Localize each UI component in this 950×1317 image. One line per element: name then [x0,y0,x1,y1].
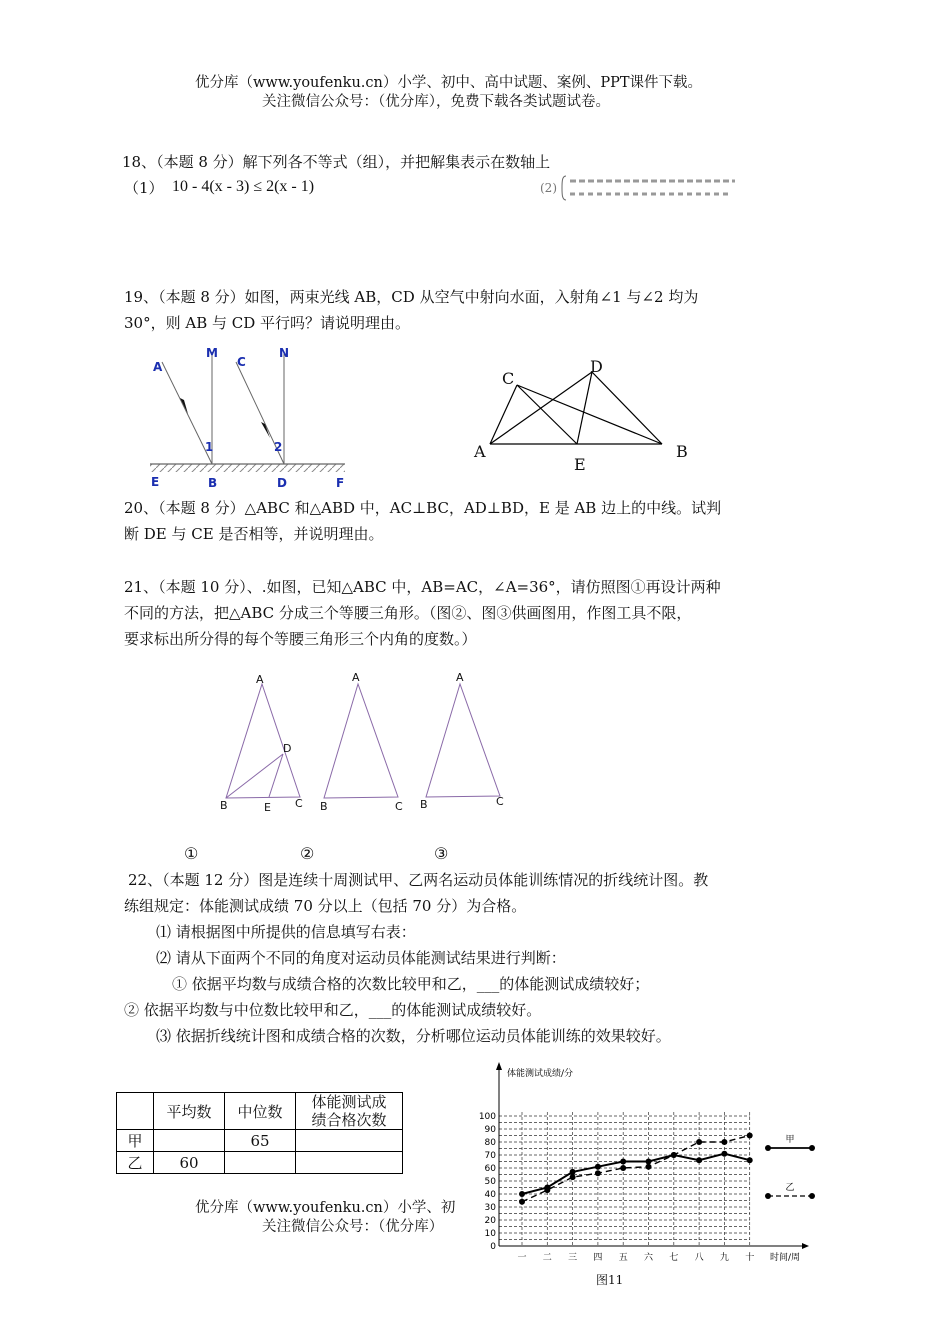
y-tick-label: 40 [484,1190,496,1200]
q19-label-M: M [206,346,218,360]
data-point-yi [696,1139,702,1145]
x-tick-label: 一 [517,1253,527,1263]
legend-marker-jia [765,1145,771,1151]
x-tick-label: 八 [694,1253,704,1263]
x-tick-label: 九 [719,1253,729,1263]
data-point-yi [595,1170,601,1176]
q19-label-N: N [279,346,290,360]
q19-label-A: A [153,360,163,374]
data-point-yi [646,1164,652,1170]
x-tick-label: 五 [618,1253,628,1263]
q20-label-E: E [574,455,586,474]
jia-median-cell: 65 [225,1130,296,1152]
legend-marker-yi [809,1193,815,1199]
y-tick-label: 100 [478,1112,496,1122]
data-point-yi [620,1165,626,1171]
y-tick-label: 90 [484,1125,496,1135]
q20-line-2: 断 DE 与 CE 是否相等，并说明理由。 [124,525,384,543]
jia-mean-cell [154,1130,225,1152]
q21-caption-2: ② [300,844,315,863]
y-tick-label: 30 [484,1203,496,1213]
q20-line-1: 20、（本题 8 分）△ABC 和△ABD 中，AC⊥BC，AD⊥BD，E 是 AB 边上的中线。试判 [124,499,722,517]
q22-sub-2: ⑵ 请从下面两个不同的角度对运动员体能测试结果进行判断： [156,949,566,967]
data-point-jia [747,1157,753,1163]
y-tick-label: 10 [484,1229,496,1239]
q21-f2-label-B: B [320,800,328,813]
q19-label-2: 2 [274,440,283,454]
y-tick-label: 0 [490,1242,496,1252]
q19-line-2: 30°，则 AB 与 CD 平行吗？请说明理由。 [124,314,411,332]
legend-label-yi: 乙 [785,1183,795,1193]
x-axis-title: 时间/周 [770,1253,801,1263]
q18-part2-label: (2) [540,181,557,195]
q18-part1-expr: 10 - 4(x - 3) ≤ 2(x - 1) [172,178,315,195]
q22-line-2: 练组规定：体能测试成绩 70 分以上（包括 70 分）为合格。 [124,897,527,915]
data-point-yi [519,1199,525,1205]
q19-line-1: 19、（本题 8 分）如图，两束光线 AB，CD 从空气中射向水面，入射角∠1 与∠2 均为 [124,288,699,306]
q18-title: 18、（本题 8 分）解下列各不等式（组），并把解集表示在数轴上 [122,153,551,171]
q21-figure-2 [324,684,398,798]
table-row [117,1130,403,1152]
y-axis-title: 体能测试成绩/分 [507,1069,574,1079]
q21-caption-3: ③ [434,844,449,863]
row-name-yi: 乙 [117,1152,154,1174]
data-point-jia [721,1151,727,1157]
row-name-jia: 甲 [117,1130,154,1152]
table-corner-cell [117,1093,154,1130]
q22-sub-1: ⑴ 请根据图中所提供的信息填写右表： [156,923,416,941]
q19-label-C: C [237,355,246,369]
y-tick-label: 20 [484,1216,496,1226]
data-point-yi [544,1187,550,1193]
table-row [117,1152,403,1174]
arrow-ab-icon [180,398,188,414]
q21-f1-label-A: A [256,673,264,686]
q22-line-1: 22、（本题 12 分）图是连续十周测试甲、乙两名运动员体能训练情况的折线统计图。教 [128,871,709,889]
q21-figure-3 [426,684,500,797]
y-tick-label: 60 [484,1164,496,1174]
yi-median-cell [225,1152,296,1174]
q22-result-table [116,1092,403,1174]
yi-mean-cell: 60 [154,1152,225,1174]
x-tick-label: 四 [593,1253,603,1263]
q19-label-1: 1 [205,440,214,454]
header-line-1: 优分库（www.youfenku.cn）小学、初中、高中试题、案例、PPT课件下载。 [195,75,703,91]
legend-label-jia: 甲 [785,1135,795,1145]
q21-f3-label-A: A [456,671,464,684]
data-point-jia [620,1159,626,1165]
x-tick-label: 二 [542,1253,552,1263]
chart-caption: 图11 [596,1273,624,1287]
q21-caption-1: ① [184,844,199,863]
x-tick-label: 七 [669,1253,679,1263]
footer-line-2: 关注微信公众号：（优分库） [262,1219,444,1235]
q21-figures [220,680,540,810]
data-point-jia [570,1169,576,1175]
data-point-jia [696,1157,702,1163]
q19-light-figure [140,340,360,490]
series-line-yi [522,1136,750,1202]
q20-label-B: B [676,442,688,461]
legend-marker-yi [765,1193,771,1199]
data-point-jia [519,1191,525,1197]
x-tick-label: 六 [643,1253,654,1263]
data-point-yi [747,1133,753,1139]
table-header-mean: 平均数 [154,1093,225,1130]
q19-label-E: E [151,475,160,489]
q21-line-3: 要求标出所分得的每个等腰三角形三个内角的度数。） [124,630,477,648]
series-line-jia [522,1154,750,1194]
q21-f1-label-B: B [220,799,228,812]
q20-label-A: A [474,442,486,461]
q22-sub-2a: ① 依据平均数与成绩合格的次数比较甲和乙，___的体能测试成绩较好； [172,975,650,993]
data-point-yi [570,1174,576,1180]
q21-f3-label-B: B [420,798,428,811]
data-point-yi [671,1152,677,1158]
q21-f2-label-C: C [395,800,403,813]
y-tick-label: 50 [484,1177,496,1187]
data-point-jia [595,1164,601,1170]
q20-label-C: C [502,369,515,388]
data-point-jia [646,1159,652,1165]
x-tick-label: 三 [568,1253,578,1263]
table-header-pass-count [296,1093,403,1130]
q22-sub-2b: ② 依据平均数与中位数比较甲和乙，___的体能测试成绩较好。 [124,1001,542,1019]
y-tick-label: 80 [484,1138,496,1148]
table-header-pass-l2: 绩合格次数 [311,1111,387,1129]
q21-line-2: 不同的方法，把△ABC 分成三个等腰三角形。（图②、图③供画图用，作图工具不限， [124,604,692,622]
y-tick-label: 70 [484,1151,496,1161]
q18-part1-label: （1） [124,179,164,197]
q19-label-B: B [208,476,218,490]
q21-f3-label-C: C [496,795,504,808]
q21-figure-1 [226,684,300,798]
q19-label-F: F [336,476,345,490]
x-tick-label: 十 [745,1253,755,1263]
header-line-2: 关注微信公众号：（优分库），免费下载各类试题试卷。 [262,94,610,110]
yi-pass-cell [296,1152,403,1174]
table-header-median: 中位数 [225,1093,296,1130]
legend-marker-jia [809,1145,815,1151]
q21-line-1: 21、（本题 10 分）、.如图，已知△ABC 中，AB=AC，∠A=36°，请仿照图①再设计两种 [124,578,721,596]
jia-pass-cell [296,1130,403,1152]
q21-f1-label-E: E [264,801,271,814]
q21-f2-label-A: A [352,671,360,684]
q21-f1-label-C: C [295,797,303,810]
q18-system-image [560,174,740,204]
data-point-yi [721,1139,727,1145]
x-axis-arrow-icon [802,1243,809,1249]
table-header-pass-l1: 体能测试成 [311,1093,387,1111]
q20-label-D: D [590,357,603,376]
y-axis-arrow-icon [496,1062,502,1070]
q19-label-D: D [277,476,287,490]
q21-f1-label-D: D [283,742,292,755]
footer-line-1: 优分库（www.youfenku.cn）小学、初 [195,1200,456,1216]
line-chart [470,1060,830,1290]
q22-sub-3: ⑶ 依据折线统计图和成绩合格的次数，分析哪位运动员体能训练的效果较好。 [156,1027,671,1045]
